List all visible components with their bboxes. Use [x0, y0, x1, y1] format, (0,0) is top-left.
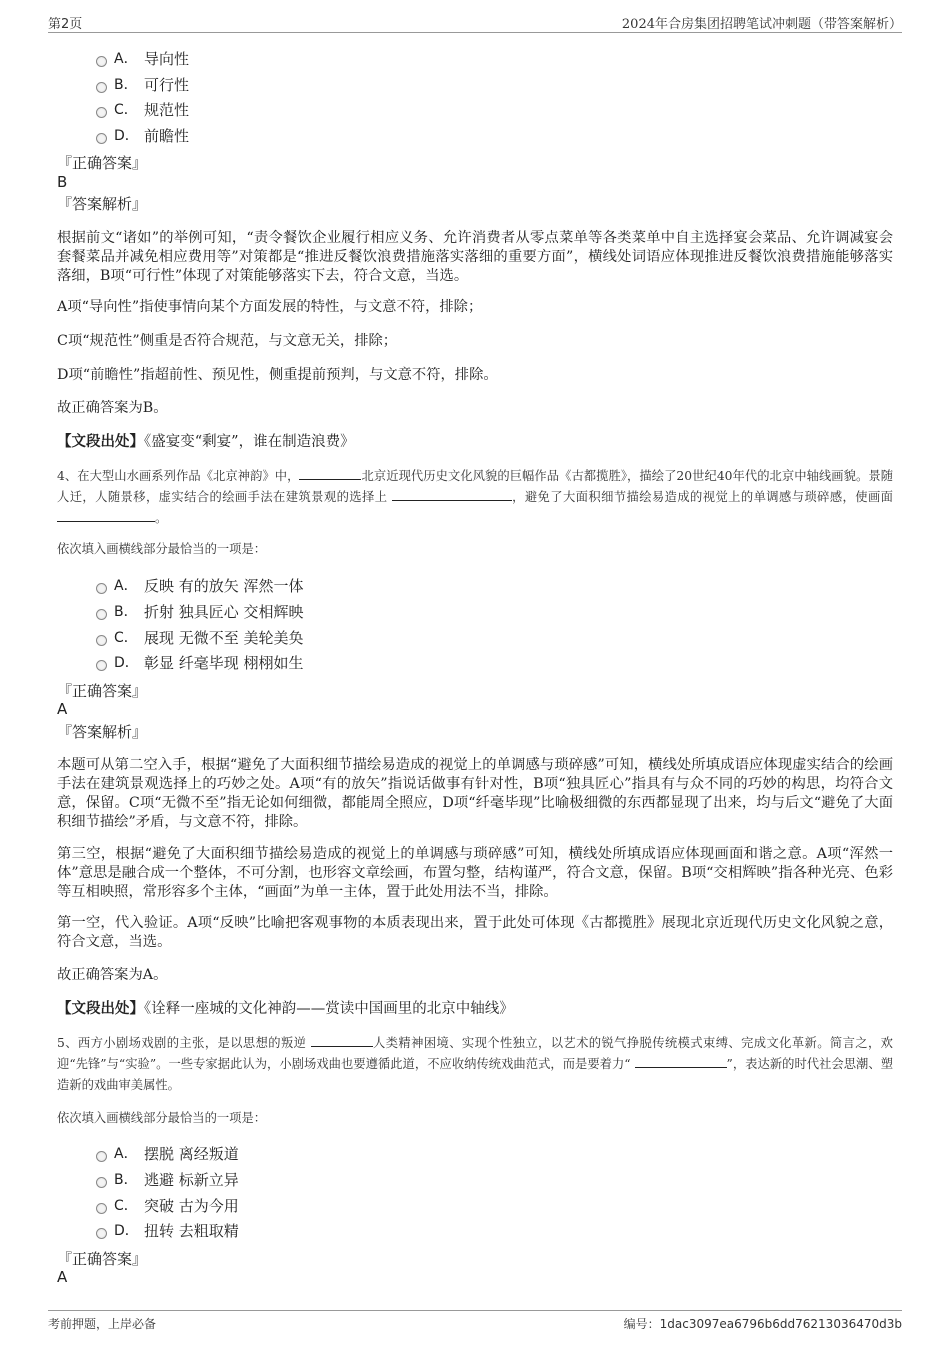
- q3-analysis-para-4: D项“前瞻性”指超前性、预见性，侧重提前预判，与文意不符，排除。: [57, 367, 498, 383]
- page-footer: [48, 1310, 902, 1337]
- q5-answer: A: [57, 1268, 68, 1286]
- radio-icon[interactable]: [96, 583, 107, 594]
- q4-option-a[interactable]: A． 反映 有的放矢 浑然一体: [96, 575, 304, 597]
- page-number: 第2页: [48, 17, 83, 32]
- q4-analysis-label: 『答案解析』: [57, 723, 148, 741]
- blank-1: [311, 1034, 373, 1047]
- q5-instruction: 依次填入画横线部分最恰当的一项是：: [57, 1111, 267, 1125]
- blank-2: [635, 1055, 727, 1068]
- q3-answer: B: [57, 173, 68, 191]
- q4-instruction: 依次填入画横线部分最恰当的一项是：: [57, 542, 267, 556]
- q5-stem: 5、西方小剧场戏剧的主张，是以思想的叛逆 人类精神困境、实现个性独立，以艺术的锐气挣脱传统模式束缚、完成文化革新。简言之，欢迎“先锋”与“实验”。一些专家据此认为，小剧场戏曲也要遵循此道，不应收纳传统戏曲范式，而是要着力“ ”，表达新的时代社会思潮、塑造新的戏曲审美属性。: [57, 1036, 893, 1092]
- q4-option-b[interactable]: B． 折射 独具匠心 交相辉映: [96, 601, 304, 623]
- document-title: 2024年合房集团招聘笔试冲刺题（带答案解析）: [621, 17, 902, 32]
- radio-icon[interactable]: [96, 1228, 107, 1239]
- radio-icon[interactable]: [96, 660, 107, 671]
- q3-answer-label: 『正确答案』: [57, 154, 148, 172]
- q4-analysis-para-4: 故正确答案为A。: [57, 967, 168, 983]
- radio-icon[interactable]: [96, 133, 107, 144]
- q3-option-a[interactable]: A． 导向性: [96, 48, 189, 70]
- radio-icon[interactable]: [96, 56, 107, 67]
- q4-stem: 4、在大型山水画系列作品《北京神韵》中， 北京近现代历史文化风貌的巨幅作品《古都揽胜》，描绘了20世纪40年代的北京中轴线画貌。景随人迁，人随景移，虚实结合的绘画手法在建筑景观的选择上 ，避免了大面积细节描绘易造成的视觉上的单调感与琐碎感，使画面。: [57, 469, 893, 525]
- q3-option-d[interactable]: D． 前瞻性: [96, 125, 189, 147]
- q3-analysis-para-1: 根据前文“诸如”的举例可知，“责令餐饮企业履行相应义务、允许消费者从零点菜单等各类菜单中自主选择宴会菜品、允许调减宴会套餐菜品并减免相应费用等”对策都是“推进反餐饮浪费措施落实落细的重要方面”，横线处词语应体现推进反餐饮浪费措施能够落实落细，B项“可行性”体现了对策能够落实下去，符合文意，当选。: [57, 230, 893, 284]
- q3-analysis-label: 『答案解析』: [57, 195, 148, 213]
- q4-analysis-para-1: 本题可从第二空入手，根据“避免了大面积细节描绘易造成的视觉上的单调感与琐碎感”可知，横线处所填成语应体现虚实结合的绘画手法在建筑景观选择上的巧妙之处。A项“有的放矢”指说话做事有针对性，B项“独具匠心”指具有与众不同的巧妙的构思，均符合文意，保留。C项“无微不至”指无论如何细微，都能周全照应，D项“纤毫毕现”比喻极细微的东西都显现了出来，均与后文“避免了大面积细节描绘”矛盾，与文意不符，排除。: [57, 757, 893, 830]
- radio-icon[interactable]: [96, 1151, 107, 1162]
- q4-option-d[interactable]: D． 彰显 纤毫毕现 栩栩如生: [96, 652, 304, 674]
- q3-analysis-para-3: C项“规范性”侧重是否符合规范，与文意无关，排除；: [57, 333, 398, 349]
- q4-source: 【文段出处】《诠释一座城的文化神韵——赏读中国画里的北京中轴线》: [57, 1000, 514, 1017]
- radio-icon[interactable]: [96, 1203, 107, 1214]
- q4-analysis-para-3: 第一空，代入验证。A项“反映”比喻把客观事物的本质表现出来，置于此处可体现《古都揽胜》展现北京近现代历史文化风貌之意，符合文意，当选。: [57, 915, 893, 950]
- q3-option-b[interactable]: B． 可行性: [96, 74, 189, 96]
- q3-option-c[interactable]: C． 规范性: [96, 99, 189, 121]
- q5-option-a[interactable]: A． 摆脱 离经叛道: [96, 1143, 239, 1165]
- q4-answer: A: [57, 700, 68, 718]
- q5-answer-label: 『正确答案』: [57, 1250, 148, 1268]
- q3-analysis-para-2: A项“导向性”指使事情向某个方面发展的特性，与文意不符，排除；: [57, 299, 483, 315]
- radio-icon[interactable]: [96, 82, 107, 93]
- q4-option-c[interactable]: C． 展现 无微不至 美轮美奂: [96, 627, 304, 649]
- radio-icon[interactable]: [96, 1177, 107, 1188]
- q5-option-c[interactable]: C． 突破 古为今用: [96, 1195, 239, 1217]
- blank-2: [392, 488, 512, 501]
- radio-icon[interactable]: [96, 609, 107, 620]
- q5-option-b[interactable]: B． 逃避 标新立异: [96, 1169, 239, 1191]
- q4-analysis-para-2: 第三空，根据“避免了大面积细节描绘易造成的视觉上的单调感与琐碎感”可知，横线处所填成语应体现画面和谐之意。A项“浑然一体”意思是融合成一个整体，不可分割，也形容文章绘画，布置匀整，结构谨严，符合文意，保留。B项“交相辉映”指各种光亮、色彩等互相映照，常形容多个主体，“画面”为单一主体，置于此处用法不当，排除。: [57, 846, 893, 900]
- page-header: [48, 10, 902, 33]
- q5-option-d[interactable]: D． 扭转 去粗取精: [96, 1220, 239, 1242]
- radio-icon[interactable]: [96, 635, 107, 646]
- blank-3: [57, 509, 155, 522]
- blank-1: [299, 467, 361, 480]
- q3-analysis-para-5: 故正确答案为B。: [57, 400, 168, 416]
- q3-source: 【文段出处】《盛宴变“剩宴”，谁在制造浪费》: [57, 433, 355, 450]
- radio-icon[interactable]: [96, 107, 107, 118]
- footer-code: 编号：1dac3097ea6796b6dd76213036470d3b: [623, 1317, 902, 1331]
- q4-answer-label: 『正确答案』: [57, 682, 148, 700]
- footer-slogan: 考前押题，上岸必备: [48, 1317, 157, 1331]
